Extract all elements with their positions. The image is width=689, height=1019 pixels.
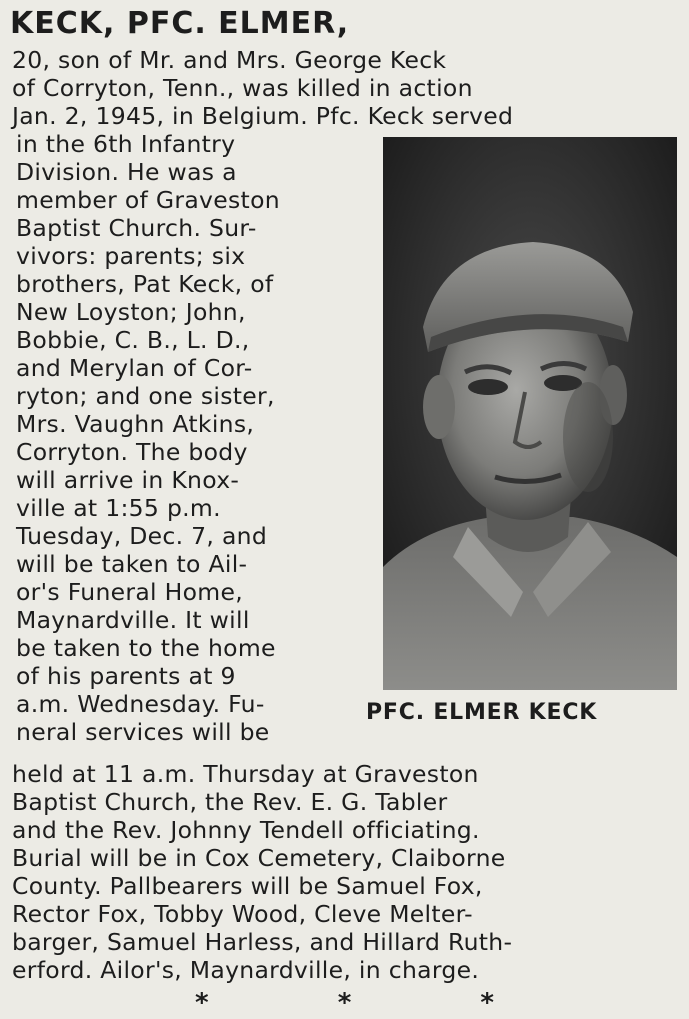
- text-line: vivors: parents; six: [16, 242, 246, 270]
- text-line: Tuesday, Dec. 7, and: [16, 522, 268, 550]
- text-line: of Corryton, Tenn., was killed in action: [12, 74, 473, 102]
- text-line: Burial will be in Cox Cemetery, Claiborne: [12, 844, 506, 872]
- text-line: and Merylan of Cor-: [16, 354, 253, 382]
- text-line: be taken to the home: [16, 634, 276, 662]
- text-line: neral services will be: [16, 718, 270, 746]
- photo-caption: PFC. ELMER KECK: [366, 700, 598, 725]
- text-line: or's Funeral Home,: [16, 578, 244, 606]
- text-line: of his parents at 9: [16, 662, 236, 690]
- text-line: erford. Ailor's, Maynardville, in charge.: [12, 956, 480, 984]
- text-line: ryton; and one sister,: [16, 382, 275, 410]
- text-line: and the Rev. Johnny Tendell officiating.: [12, 816, 480, 844]
- text-line: Bobbie, C. B., L. D.,: [16, 326, 250, 354]
- text-line: barger, Samuel Harless, and Hillard Ruth-: [12, 928, 513, 956]
- text-line: Baptist Church, the Rev. E. G. Tabler: [12, 788, 448, 816]
- text-line: Rector Fox, Tobby Wood, Cleve Melter-: [12, 900, 473, 928]
- text-line: will be taken to Ail-: [16, 550, 248, 578]
- text-line: New Loyston; John,: [16, 298, 246, 326]
- text-line: Mrs. Vaughn Atkins,: [16, 410, 255, 438]
- text-line: in the 6th Infantry: [16, 130, 236, 158]
- text-line: Division. He was a: [16, 158, 237, 186]
- text-line: ville at 1:55 p.m.: [16, 494, 221, 522]
- text-line: Maynardville. It will: [16, 606, 250, 634]
- text-line: Baptist Church. Sur-: [16, 214, 257, 242]
- text-line: will arrive in Knox-: [16, 466, 240, 494]
- text-line: Jan. 2, 1945, in Belgium. Pfc. Keck served: [12, 102, 514, 130]
- text-line: 20, son of Mr. and Mrs. George Keck: [12, 46, 447, 74]
- text-line: County. Pallbearers will be Samuel Fox,: [12, 872, 483, 900]
- text-line: held at 11 a.m. Thursday at Graveston: [12, 760, 479, 788]
- text-line: a.m. Wednesday. Fu-: [16, 690, 265, 718]
- section-separator: * * *: [195, 988, 554, 1018]
- text-line: member of Graveston: [16, 186, 280, 214]
- portrait-photo: [383, 137, 677, 690]
- obituary-headline: KECK, PFC. ELMER,: [10, 6, 350, 41]
- text-line: Corryton. The body: [16, 438, 248, 466]
- text-line: brothers, Pat Keck, of: [16, 270, 274, 298]
